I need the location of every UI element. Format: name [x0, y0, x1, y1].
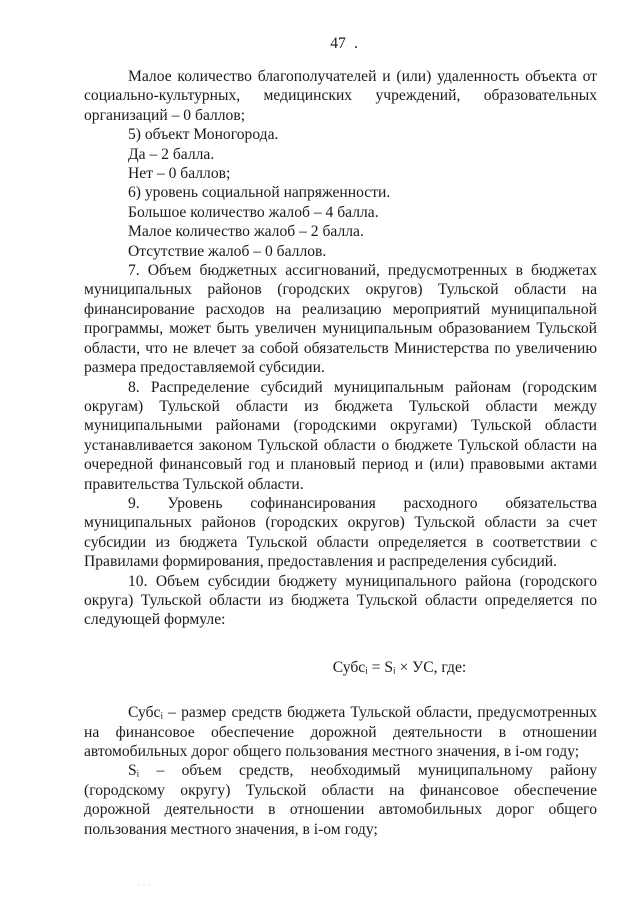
page-number [0, 34, 640, 53]
paragraph: Sᵢ – объем средств, необходимый муниципальному району (городскому округу) Тульской области на финансовое обеспечение дорожной деятельности в отношении автомобильных дорог общего пользования местного значения, в i-ом году; [84, 762, 597, 838]
paragraph: 5) объект Моногорода. [128, 126, 279, 144]
paragraph: Да – 2 балла. [128, 145, 215, 163]
paragraphs-bottom [84, 703, 597, 839]
paragraph: 7. Объем бюджетных ассигнований, предусмотренных в бюджетах муниципальных районов (городских округов) Тульской области на финансирование расходов на реализацию мероприятий муниципальной программы, может быть увеличен муниципальным образованием Тульской области, что не влечет за собой обязательств Министерства по увеличению размера предоставляемой субсидии. [84, 262, 597, 377]
scan-dot: . [354, 35, 358, 52]
scan-artifact: · · · [138, 881, 150, 890]
paragraph: Малое количество благополучателей и (или) удаленность объекта от социально-культурных, медицинских учреждений, образовательных организаций – 0 баллов; [84, 68, 597, 124]
paragraph: 10. Объем субсидии бюджету муниципального района (городского округа) Тульской области из бюджета Тульской области определяется по следующей формуле: [84, 572, 597, 629]
paragraph: Малое количество жалоб – 2 балла. [128, 223, 364, 241]
paragraph: Субсᵢ – размер средств бюджета Тульской области, предусмотренных на финансовое обеспечение дорожной деятельности в отношении автомобильных дорог общего пользования местного значения, в i-ом году; [84, 704, 597, 760]
document-body [84, 67, 597, 839]
paragraph: Нет – 0 баллов; [128, 165, 231, 183]
page-number-text: 47 [330, 35, 346, 52]
paragraph: Отсутствие жалоб – 0 баллов. [128, 242, 327, 260]
paragraphs-top [84, 67, 597, 630]
paragraph: 6) уровень социальной напряженности. [128, 184, 391, 202]
formula: Субсᵢ = Sᵢ × УС, где: [332, 658, 467, 676]
paragraph: Большое количество жалоб – 4 балла. [128, 203, 379, 221]
paragraph: 9. Уровень софинансирования расходного обязательства муниципальных районов (городских округов) Тульской области за счет субсидии из бюджета Тульской области определяется в соответствии с Правилами формирования, предоставления и распределения субсидий. [84, 494, 597, 571]
paragraph: 8. Распределение субсидий муниципальным районам (городским округам) Тульской области из бюджета Тульской области между муниципальными районами (городскими округами) Тульской области устанавливается законом Тульской области о бюджете Тульской области на очередной финансовый год и плановый период и (или) правовыми актами правительства Тульской области. [84, 378, 597, 493]
